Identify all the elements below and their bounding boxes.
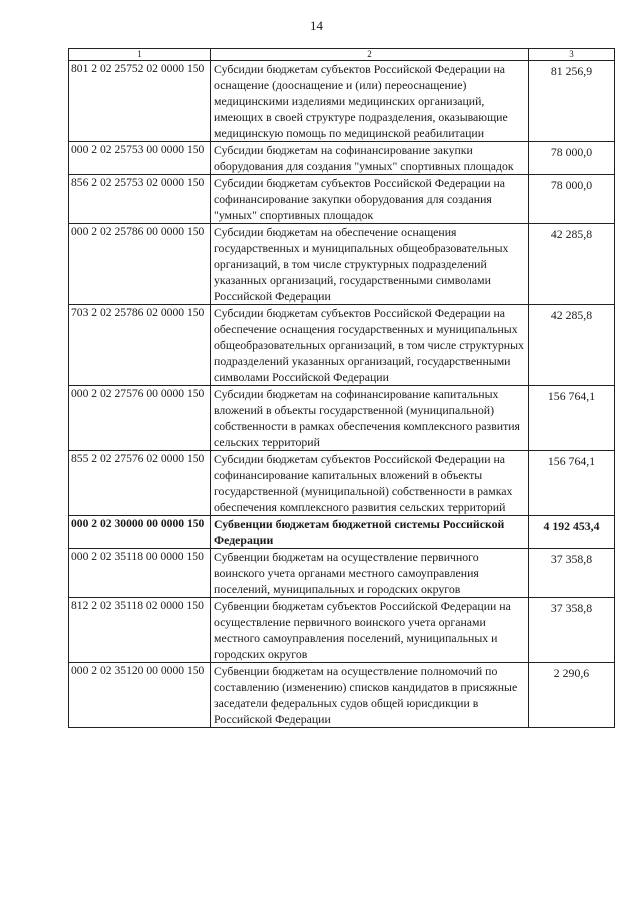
description-cell: Субвенции бюджетам субъектов Российской Федерации на осуществление первичного воинского учета органами местного самоуправления поселений, муниципальных и городских округов bbox=[211, 598, 529, 663]
budget-table bbox=[68, 48, 615, 728]
amount-cell: 42 285,8 bbox=[529, 224, 615, 305]
description-cell: Субсидии бюджетам на софинансирование капитальных вложений в объекты государственной (муниципальной) собственности в рамках обеспечения комплексного развития сельских территорий bbox=[211, 386, 529, 451]
budget-code-cell: 000 2 02 35118 00 0000 150 bbox=[69, 549, 211, 598]
amount-cell: 81 256,9 bbox=[529, 61, 615, 142]
description-cell: Субсидии бюджетам на софинансирование закупки оборудования для создания "умных" спортивных площадок bbox=[211, 142, 529, 175]
description-cell: Субсидии бюджетам субъектов Российской Федерации на софинансирование капитальных вложений в объекты государственной (муниципальной) собственности в рамках обеспечения комплексного развития сельских территорий bbox=[211, 451, 529, 516]
table-row bbox=[69, 663, 615, 728]
budget-code-cell: 000 2 02 25753 00 0000 150 bbox=[69, 142, 211, 175]
budget-code-cell: 000 2 02 25786 00 0000 150 bbox=[69, 224, 211, 305]
budget-code-cell: 856 2 02 25753 02 0000 150 bbox=[69, 175, 211, 224]
description-cell: Субсидии бюджетам на обеспечение оснащения государственных и муниципальных общеобразовательных организаций, в том числе структурных подразделений указанных организаций, государственными символами Российской Федерации bbox=[211, 224, 529, 305]
table-body bbox=[69, 61, 615, 728]
column-header-code: 1 bbox=[69, 49, 211, 61]
description-cell: Субвенции бюджетам на осуществление первичного воинского учета органами местного самоуправления поселений, муниципальных и городских округов bbox=[211, 549, 529, 598]
budget-code-cell: 812 2 02 35118 02 0000 150 bbox=[69, 598, 211, 663]
description-cell: Субсидии бюджетам субъектов Российской Федерации на оснащение (дооснащение и (или) переоснащение) медицинскими изделиями медицинских организаций, имеющих в своей структуре подразделения, оказывающие медицинскую помощь по медицинской реабилитации bbox=[211, 61, 529, 142]
budget-code-cell: 855 2 02 27576 02 0000 150 bbox=[69, 451, 211, 516]
amount-cell: 156 764,1 bbox=[529, 386, 615, 451]
budget-code-cell: 801 2 02 25752 02 0000 150 bbox=[69, 61, 211, 142]
description-cell: Субвенции бюджетам бюджетной системы Российской Федерации bbox=[211, 516, 529, 549]
table-header-row bbox=[69, 49, 615, 61]
amount-cell: 156 764,1 bbox=[529, 451, 615, 516]
amount-cell: 78 000,0 bbox=[529, 142, 615, 175]
table-row bbox=[69, 386, 615, 451]
amount-cell: 37 358,8 bbox=[529, 549, 615, 598]
budget-code-cell: 000 2 02 35120 00 0000 150 bbox=[69, 663, 211, 728]
amount-cell: 4 192 453,4 bbox=[529, 516, 615, 549]
table-row bbox=[69, 516, 615, 549]
budget-code-cell: 000 2 02 30000 00 0000 150 bbox=[69, 516, 211, 549]
column-header-description: 2 bbox=[211, 49, 529, 61]
amount-cell: 37 358,8 bbox=[529, 598, 615, 663]
description-cell: Субвенции бюджетам на осуществление полномочий по составлению (изменению) списков кандидатов в присяжные заседатели федеральных судов общей юрисдикции в Российской Федерации bbox=[211, 663, 529, 728]
budget-code-cell: 000 2 02 27576 00 0000 150 bbox=[69, 386, 211, 451]
table-row bbox=[69, 549, 615, 598]
page-number: 14 bbox=[310, 18, 323, 33]
table-row bbox=[69, 305, 615, 386]
amount-cell: 78 000,0 bbox=[529, 175, 615, 224]
table-row bbox=[69, 142, 615, 175]
amount-cell: 2 290,6 bbox=[529, 663, 615, 728]
table-row bbox=[69, 598, 615, 663]
table-row bbox=[69, 175, 615, 224]
column-header-amount: 3 bbox=[529, 49, 615, 61]
table-row bbox=[69, 451, 615, 516]
description-cell: Субсидии бюджетам субъектов Российской Федерации на обеспечение оснащения государственных и муниципальных общеобразовательных организаций, в том числе структурных подразделений указанных организаций, государственными символами Российской Федерации bbox=[211, 305, 529, 386]
table-row bbox=[69, 61, 615, 142]
budget-code-cell: 703 2 02 25786 02 0000 150 bbox=[69, 305, 211, 386]
table-row bbox=[69, 224, 615, 305]
amount-cell: 42 285,8 bbox=[529, 305, 615, 386]
description-cell: Субсидии бюджетам субъектов Российской Федерации на софинансирование закупки оборудования для создания "умных" спортивных площадок bbox=[211, 175, 529, 224]
